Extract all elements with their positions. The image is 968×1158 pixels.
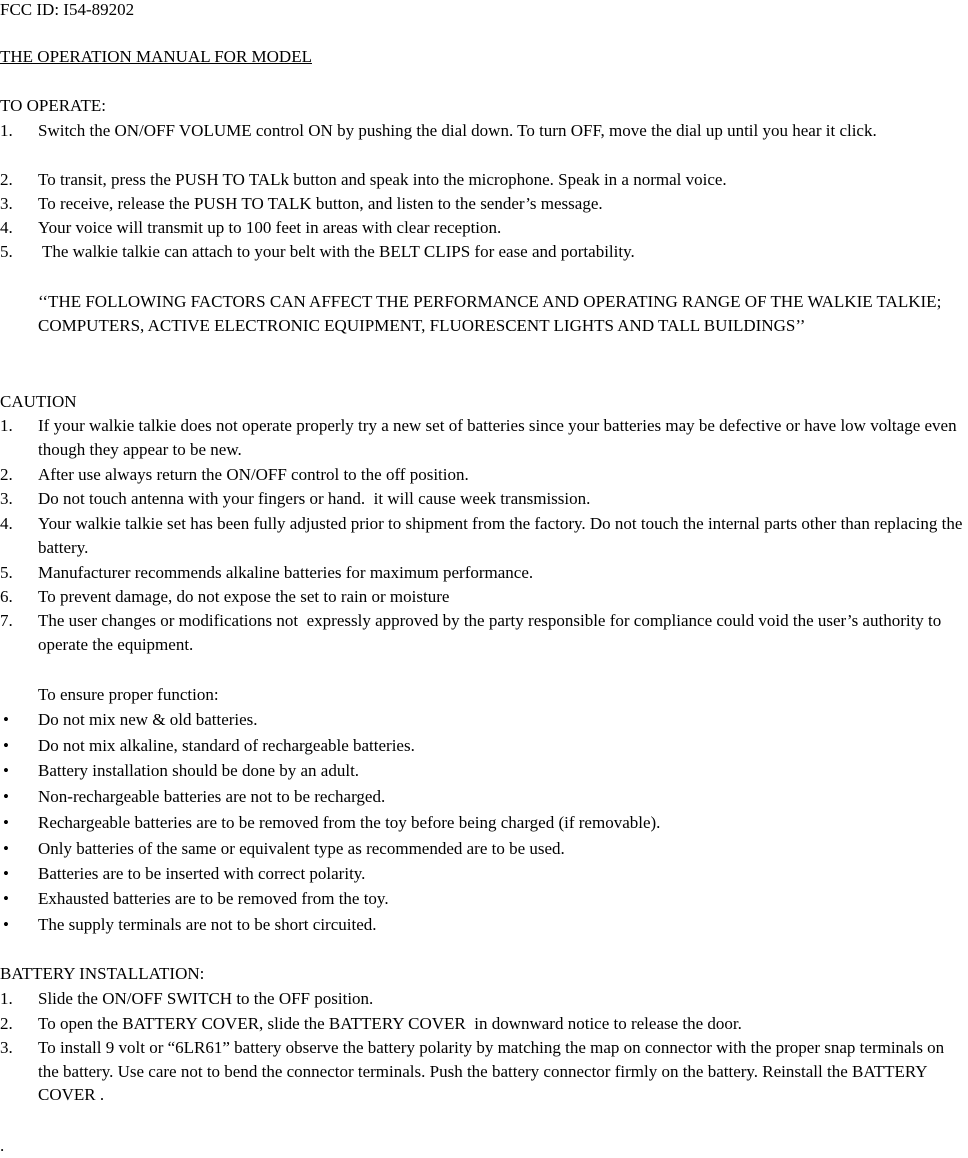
bullet-text: Battery installation should be done by an adult.	[38, 761, 360, 780]
item-text: To transit, press the PUSH TO TALk button and speak into the microphone. Speak in a normal voice.	[38, 170, 727, 189]
item-number: 7.	[0, 611, 13, 630]
bullet-text: Only batteries of the same or equivalent type as recommended are to be used.	[38, 839, 565, 858]
bullet-text: Exhausted batteries are to be removed from the toy.	[38, 889, 389, 908]
bullet-icon: •	[3, 761, 9, 780]
bullet-text: Do not mix alkaline, standard of rechargeable batteries.	[38, 736, 415, 755]
item-number: 3.	[0, 194, 13, 213]
bullet-text: Rechargeable batteries are to be removed from the toy before being charged (if removable).	[38, 813, 661, 832]
item-number: 2.	[0, 170, 13, 189]
item-number: 1.	[0, 989, 13, 1008]
item-number: 4.	[0, 218, 13, 237]
item-number: 4.	[0, 514, 13, 533]
bullet-icon: •	[3, 915, 9, 934]
item-text: Slide the ON/OFF SWITCH to the OFF position.	[38, 989, 374, 1008]
bullet-icon: •	[3, 736, 9, 755]
battery-heading: BATTERY INSTALLATION:	[0, 964, 205, 983]
item-number: 5.	[0, 563, 13, 582]
bullet-text: Non-rechargeable batteries are not to be recharged.	[38, 787, 386, 806]
item-number: 2.	[0, 465, 13, 484]
range-notice: ‘‘THE FOLLOWING FACTORS CAN AFFECT THE PERFORMANCE AND OPERATING RANGE OF THE WALKIE TALKIE; COMPUTERS, ACTIVE ELECTRONIC EQUIPMENT, FLUORESCENT LIGHTS AND TALL BUILDINGS’’	[38, 292, 942, 335]
item-number: 1.	[0, 121, 13, 140]
item-text: Do not touch antenna with your fingers or hand. it will cause week transmission.	[38, 489, 591, 508]
item-text: To prevent damage, do not expose the set to rain or moisture	[38, 587, 450, 606]
item-text: If your walkie talkie does not operate properly try a new set of batteries since your batteries may be defective or have low voltage even though they appear to be new.	[38, 416, 957, 459]
item-text: Manufacturer recommends alkaline batteries for maximum performance.	[38, 563, 534, 582]
caution-heading: CAUTION	[0, 392, 77, 411]
item-text: The walkie talkie can attach to your belt with the BELT CLIPS for ease and portability.	[38, 242, 635, 261]
function-heading: To ensure proper function:	[38, 685, 219, 704]
item-number: 5.	[0, 242, 13, 261]
bullet-text: The supply terminals are not to be short circuited.	[38, 915, 377, 934]
item-text: Your walkie talkie set has been fully adjusted prior to shipment from the factory. Do not touch the internal parts other than replacing the battery.	[38, 514, 963, 557]
item-text: To open the BATTERY COVER, slide the BATTERY COVER in downward notice to release the door.	[38, 1014, 742, 1033]
bullet-icon: •	[3, 864, 9, 883]
operate-heading: TO OPERATE:	[0, 96, 106, 115]
item-number: 1.	[0, 416, 13, 435]
bullet-icon: •	[3, 889, 9, 908]
item-text: Your voice will transmit up to 100 feet in areas with clear reception.	[38, 218, 502, 237]
bullet-icon: •	[3, 813, 9, 832]
item-text: To receive, release the PUSH TO TALK button, and listen to the sender’s message.	[38, 194, 603, 213]
item-text: The user changes or modifications not expressly approved by the party responsible for compliance could void the user’s authority to operate the equipment.	[38, 611, 946, 654]
item-text: To install 9 volt or “6LR61” battery observe the battery polarity by matching the map on connector with the proper snap terminals on the battery. Use care not to bend the connector terminals. Push the battery connector firmly on the battery. Reinstall the BATTERY COVER .	[38, 1038, 945, 1105]
fcc-id: FCC ID: I54-89202	[0, 0, 135, 19]
bullet-icon: •	[3, 839, 9, 858]
bullet-text: Do not mix new & old batteries.	[38, 710, 258, 729]
item-number: 6.	[0, 587, 13, 606]
bullet-icon: •	[3, 710, 9, 729]
item-text: Switch the ON/OFF VOLUME control ON by pushing the dial down. To turn OFF, move the dial up until you hear it click.	[38, 121, 877, 140]
manual-title: THE OPERATION MANUAL FOR MODEL	[0, 47, 312, 66]
footer-mark: .	[0, 1136, 5, 1155]
bullet-icon: •	[3, 787, 9, 806]
bullet-text: Batteries are to be inserted with correct polarity.	[38, 864, 366, 883]
item-number: 3.	[0, 1038, 13, 1057]
item-number: 2.	[0, 1014, 13, 1033]
item-number: 3.	[0, 489, 13, 508]
item-text: After use always return the ON/OFF control to the off position.	[38, 465, 469, 484]
